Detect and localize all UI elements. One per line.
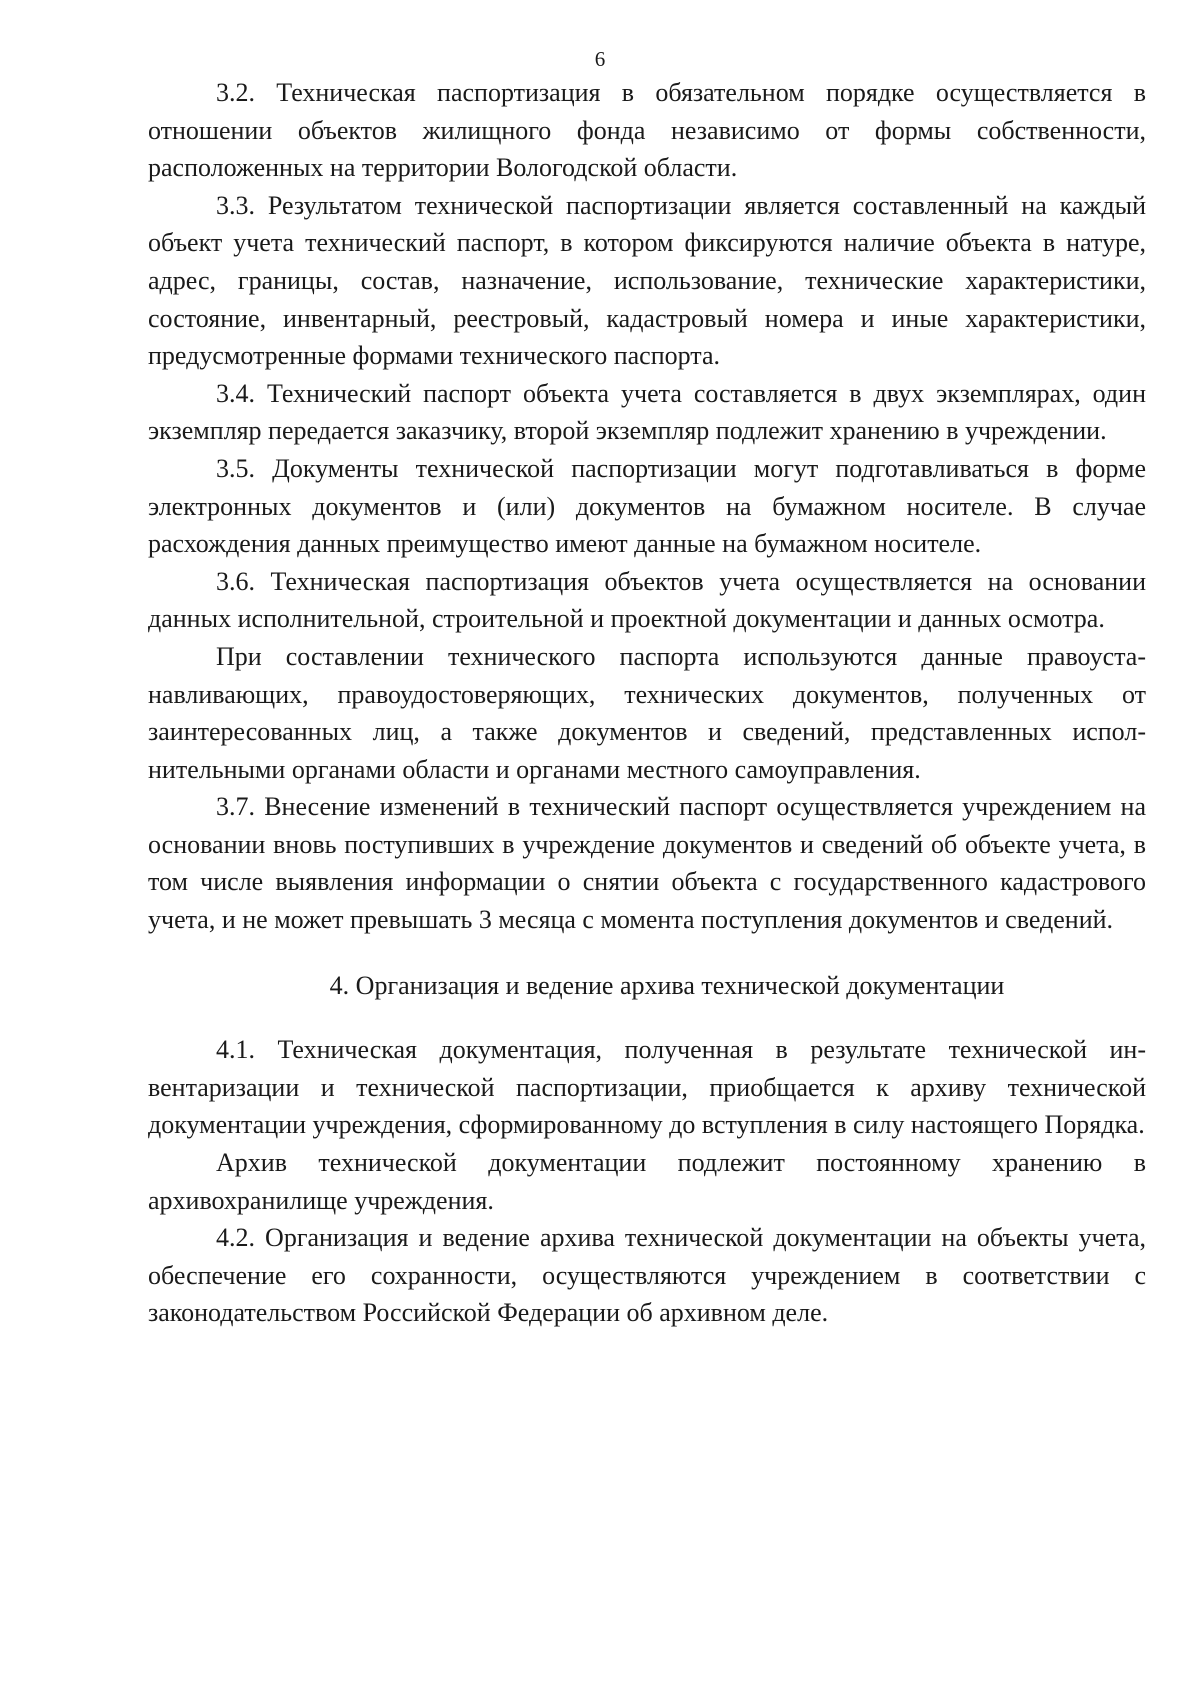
paragraph-3-5: 3.5. Документы технической паспортизации могут подготавливаться в форме электронных документов и (или) документов на бумажном носителе. В случае расхождения данных преимущество имеют данные на бумажном носителе. (148, 453, 1146, 559)
paragraph-3-4: 3.4. Технический паспорт объекта учета составляется в двух экземплярах, один экземпляр передается заказчику, второй экземпляр подлежит хранению в учреждении. (148, 378, 1146, 446)
paragraph-3-6-continuation: При составлении технического паспорта используются данные правоустанавливающих, правоудостоверяющих, технических документов, полученных от заинтересованных лиц, а также документов и сведений, представленных исполнительными органами области и органами местного самоуправления. (148, 641, 1146, 784)
paragraph-3-3: 3.3. Результатом технической паспортизации является составленный на каждый объект учета технический паспорт, в котором фиксируются наличие объекта в натуре, адрес, границы, состав, назначение, использование, технические характеристики, состояние, инвентарный, реестровый, кадастровый номера и иные характеристики, предусмотренные формами технического паспорта. (148, 190, 1146, 371)
paragraph-3-6: 3.6. Техническая паспортизация объектов учета осуществляется на основании данных исполнительной, строительной и проектной документации и данных осмотра. (148, 566, 1146, 634)
section-4-heading: 4. Организация и ведение архива технической документации (329, 970, 1005, 1000)
paragraph-4-2: 4.2. Организация и ведение архива технической документации на объекты учета, обеспечение его сохранности, осуществляются учреждением в соответствии с законодательством Российской Федерации об архивном деле. (148, 1223, 1146, 1328)
paragraph-4-1: 4.1. Техническая документация, полученная в результате технической инвентаризации и технической паспортизации, приобщается к архиву технической документации учреждения, сформированному до вступления в силу настоящего Порядка. (148, 1035, 1146, 1140)
page-number: 6 (594, 47, 606, 71)
document-body (148, 74, 1146, 1332)
paragraph-3-7: 3.7. Внесение изменений в технический паспорт осуществляется учреждением на основании вновь поступивших в учреждение документов и сведений об объекте учета, в том числе выявления информации о снятии объекта с государственного кадастрового учета, и не может превышать 3 месяца с момента поступления документов и сведений. (148, 792, 1146, 935)
paragraph-4-1-continuation: Архив технической документации подлежит постоянному хранению в архивохранилище учреждения. (148, 1148, 1146, 1215)
paragraph-3-2: 3.2. Техническая паспортизация в обязательном порядке осуществляется в отношении объектов жилищного фонда независимо от формы собственности, расположенных на территории Вологодской области. (148, 78, 1146, 183)
